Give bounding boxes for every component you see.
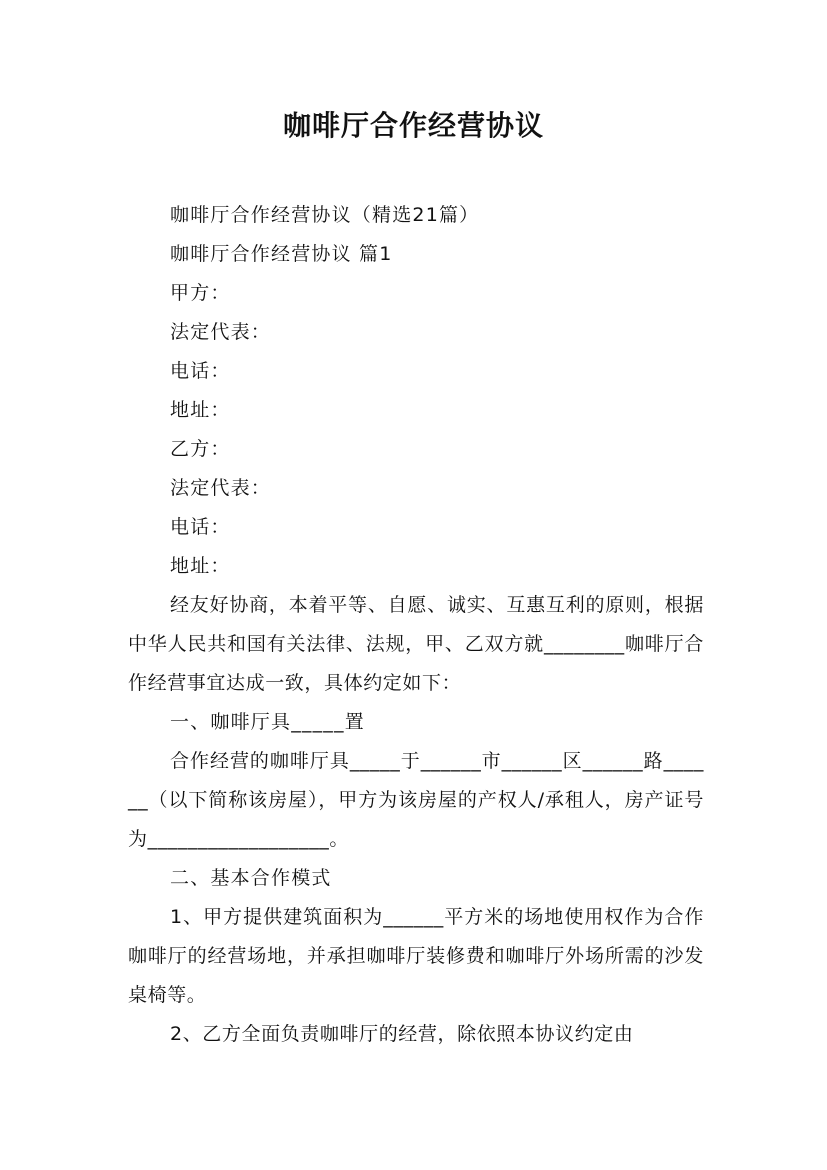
paragraph-party-a-phone: 电话： bbox=[170, 360, 231, 382]
document-title: 咖啡厅合作经营协议 bbox=[282, 109, 544, 142]
paragraph-section-one-heading: 一、咖啡厅具_____置 bbox=[170, 711, 365, 733]
paragraph-section-two-heading: 二、基本合作模式 bbox=[170, 867, 332, 889]
paragraph-party-b-address: 地址： bbox=[170, 555, 231, 577]
paragraph-clause-2: 2、乙方全面负责咖啡厅的经营，除依照本协议约定由 bbox=[170, 1023, 634, 1045]
paragraph-preamble: 经友好协商，本着平等、自愿、诚实、互惠互利的原则，根据中华人民共和国有关法律、法规，甲、乙双方就________咖啡厅合作经营事宜达成一致，具体约定如下： bbox=[128, 594, 704, 694]
paragraph-party-a-address: 地址： bbox=[170, 399, 231, 421]
paragraph-collection-title: 咖啡厅合作经营协议（精选21篇） bbox=[170, 204, 480, 226]
paragraph-party-b-phone: 电话： bbox=[170, 516, 231, 538]
paragraph-party-a-representative: 法定代表： bbox=[170, 321, 272, 343]
paragraph-party-a: 甲方： bbox=[170, 282, 231, 304]
paragraph-section-heading: 咖啡厅合作经营协议 篇1 bbox=[170, 243, 393, 265]
paragraph-clause-1: 1、甲方提供建筑面积为______平方米的场地使用权作为合作咖啡厅的经营场地，并承担咖啡厅装修费和咖啡厅外场所需的沙发桌椅等。 bbox=[128, 906, 704, 1006]
paragraph-party-b-representative: 法定代表： bbox=[170, 477, 272, 499]
paragraph-section-one-body: 合作经营的咖啡厅具_____于______市______区______路______（以下简称该房屋），甲方为该房屋的产权人/承租人，房产证号为__________________。 bbox=[128, 750, 704, 850]
paragraph-party-b: 乙方： bbox=[170, 438, 231, 460]
document-body bbox=[128, 196, 704, 1054]
